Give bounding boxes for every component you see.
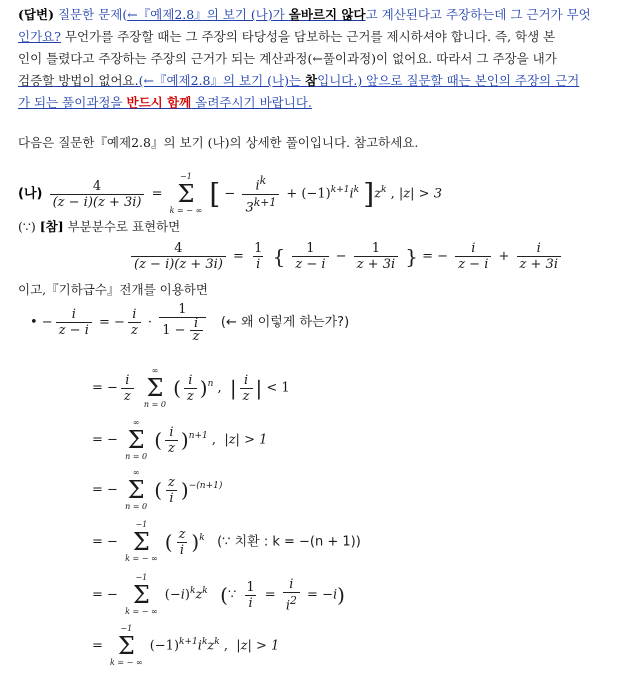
answer-text: 질문한 문제(: [57, 7, 128, 22]
answer-line-2: [18, 26, 624, 48]
intro-line: 다음은 질문한『예제2.8』의 보기 (나)의 상세한 풀이입니다. 참고하세요.: [18, 135, 419, 150]
example-link[interactable]: (←『예제2.8』의 보기 (나)는: [138, 73, 306, 88]
pf-intro: [18, 217, 180, 235]
answer-paragraph: [18, 4, 624, 114]
geometric-step-4: = − −1 Σ k = − ∞ ( $\frac{z}{i}$ )$^k$ (∵ 치환 : k = −(n + 1)): [92, 520, 361, 563]
answer-line-1: [18, 4, 624, 26]
answer-text: 입니다.): [317, 73, 363, 88]
answer-text: 앞으로 질문할 때는 본인의 주장의 근거: [362, 73, 580, 88]
answer-text: 인가요?: [18, 29, 61, 44]
condition-z3: |z| > 3: [398, 186, 442, 202]
bullet: •: [30, 315, 38, 330]
geometric-step-6: = −1 Σ k = − ∞ $(-1)^{k+1}i^kz^k$ , |z| > 1: [92, 624, 280, 667]
part-label: (나): [18, 186, 43, 202]
example-link[interactable]: ←『예제2.8』의 보기 (나)가: [127, 7, 289, 22]
answer-text: 올려주시기 바랍니다.: [191, 95, 312, 110]
partial-fraction-equation: $\frac{4}{(z - i)(z + 3i)}$ = $\frac{1}{i}$ { $\frac{1}{z - i}$ − $\frac{1}{z + 3i}$ } = − $\frac{i}{z - i}$ + $\frac{i}{z + 3i}$: [128, 241, 564, 272]
emphasis-text: 올바르지 않다: [288, 7, 366, 22]
must-emphasis: 반드시 함께: [126, 95, 192, 110]
answer-line-3: [18, 48, 624, 70]
condition-z1: |z| > 1: [224, 432, 268, 448]
why-note: (← 왜 이렇게 하는가?): [220, 315, 350, 330]
geometric-step-2: = − ∞ Σ n = 0 ( $\frac{i}{z}$ )$^{n+1}$ , |z| > 1: [92, 418, 268, 461]
answer-text: 가 되는 풀이과정을: [18, 95, 127, 110]
geometric-step-5: = − −1 Σ k = − ∞ $(-i)^kz^k$ (∵ $\frac{1}{i}$ = $\frac{i}{i^2}$ = −i): [92, 573, 345, 616]
answer-text: 고 계산된다고 주장하는데 그 근거가 무엇: [365, 7, 591, 22]
geometric-step-1: = − $\frac{i}{z}$ ∞ Σ n = 0 ( $\frac{i}{z}$ )$^n$ , | $\frac{i}{z}$ | < 1: [92, 366, 290, 409]
geometric-step-0: • − $\frac{i}{z - i}$ = − $\frac{i}{z}$ · 1 1 − $\frac{i}{z}$ (← 왜 이렇게 하는가?): [30, 302, 350, 344]
geometric-step-3: = − ∞ Σ n = 0 ( $\frac{z}{i}$ )$^{-(n+1)}$: [92, 468, 223, 511]
part-b-equation: (나) $\frac{4}{(z - i)(z + 3i)}$ = −1 Σ k = − ∞ [ − $\frac{i^k}{3^{k+1}}$ + $(-1)^{k+1}i^k$ ]$z^k$ , |z| > 3: [18, 172, 442, 215]
answer-text: 인이 틀렸다고 주장하는 주장의 근거가 되는 계산과정(←풀이과정)이 없어요. 따라서 그 주장을 내가: [18, 51, 557, 66]
answer-text: 검증할 방법이 없어요.: [18, 73, 139, 88]
condition-z1-final: |z| > 1: [236, 638, 280, 654]
true-emphasis: 참: [305, 73, 318, 88]
answer-tag: (답변): [18, 7, 54, 22]
answer-line-4: [18, 70, 624, 92]
because-symbol: (∵): [18, 219, 36, 234]
substitution-note: (∵ 치환 : k = −(n + 1)): [217, 534, 361, 550]
true-tag: [참]: [39, 219, 64, 234]
answer-line-5: [18, 92, 624, 114]
answer-text: 무언가를 주장할 때는 그 주장의 타당성을 담보하는 근거를 제시하셔야 합니다. 즉, 학생 본: [60, 29, 556, 44]
geometric-intro: 이고,『기하급수』전개를 이용하면: [18, 282, 208, 297]
pf-text: 부분분수로 표현하면: [67, 219, 181, 234]
